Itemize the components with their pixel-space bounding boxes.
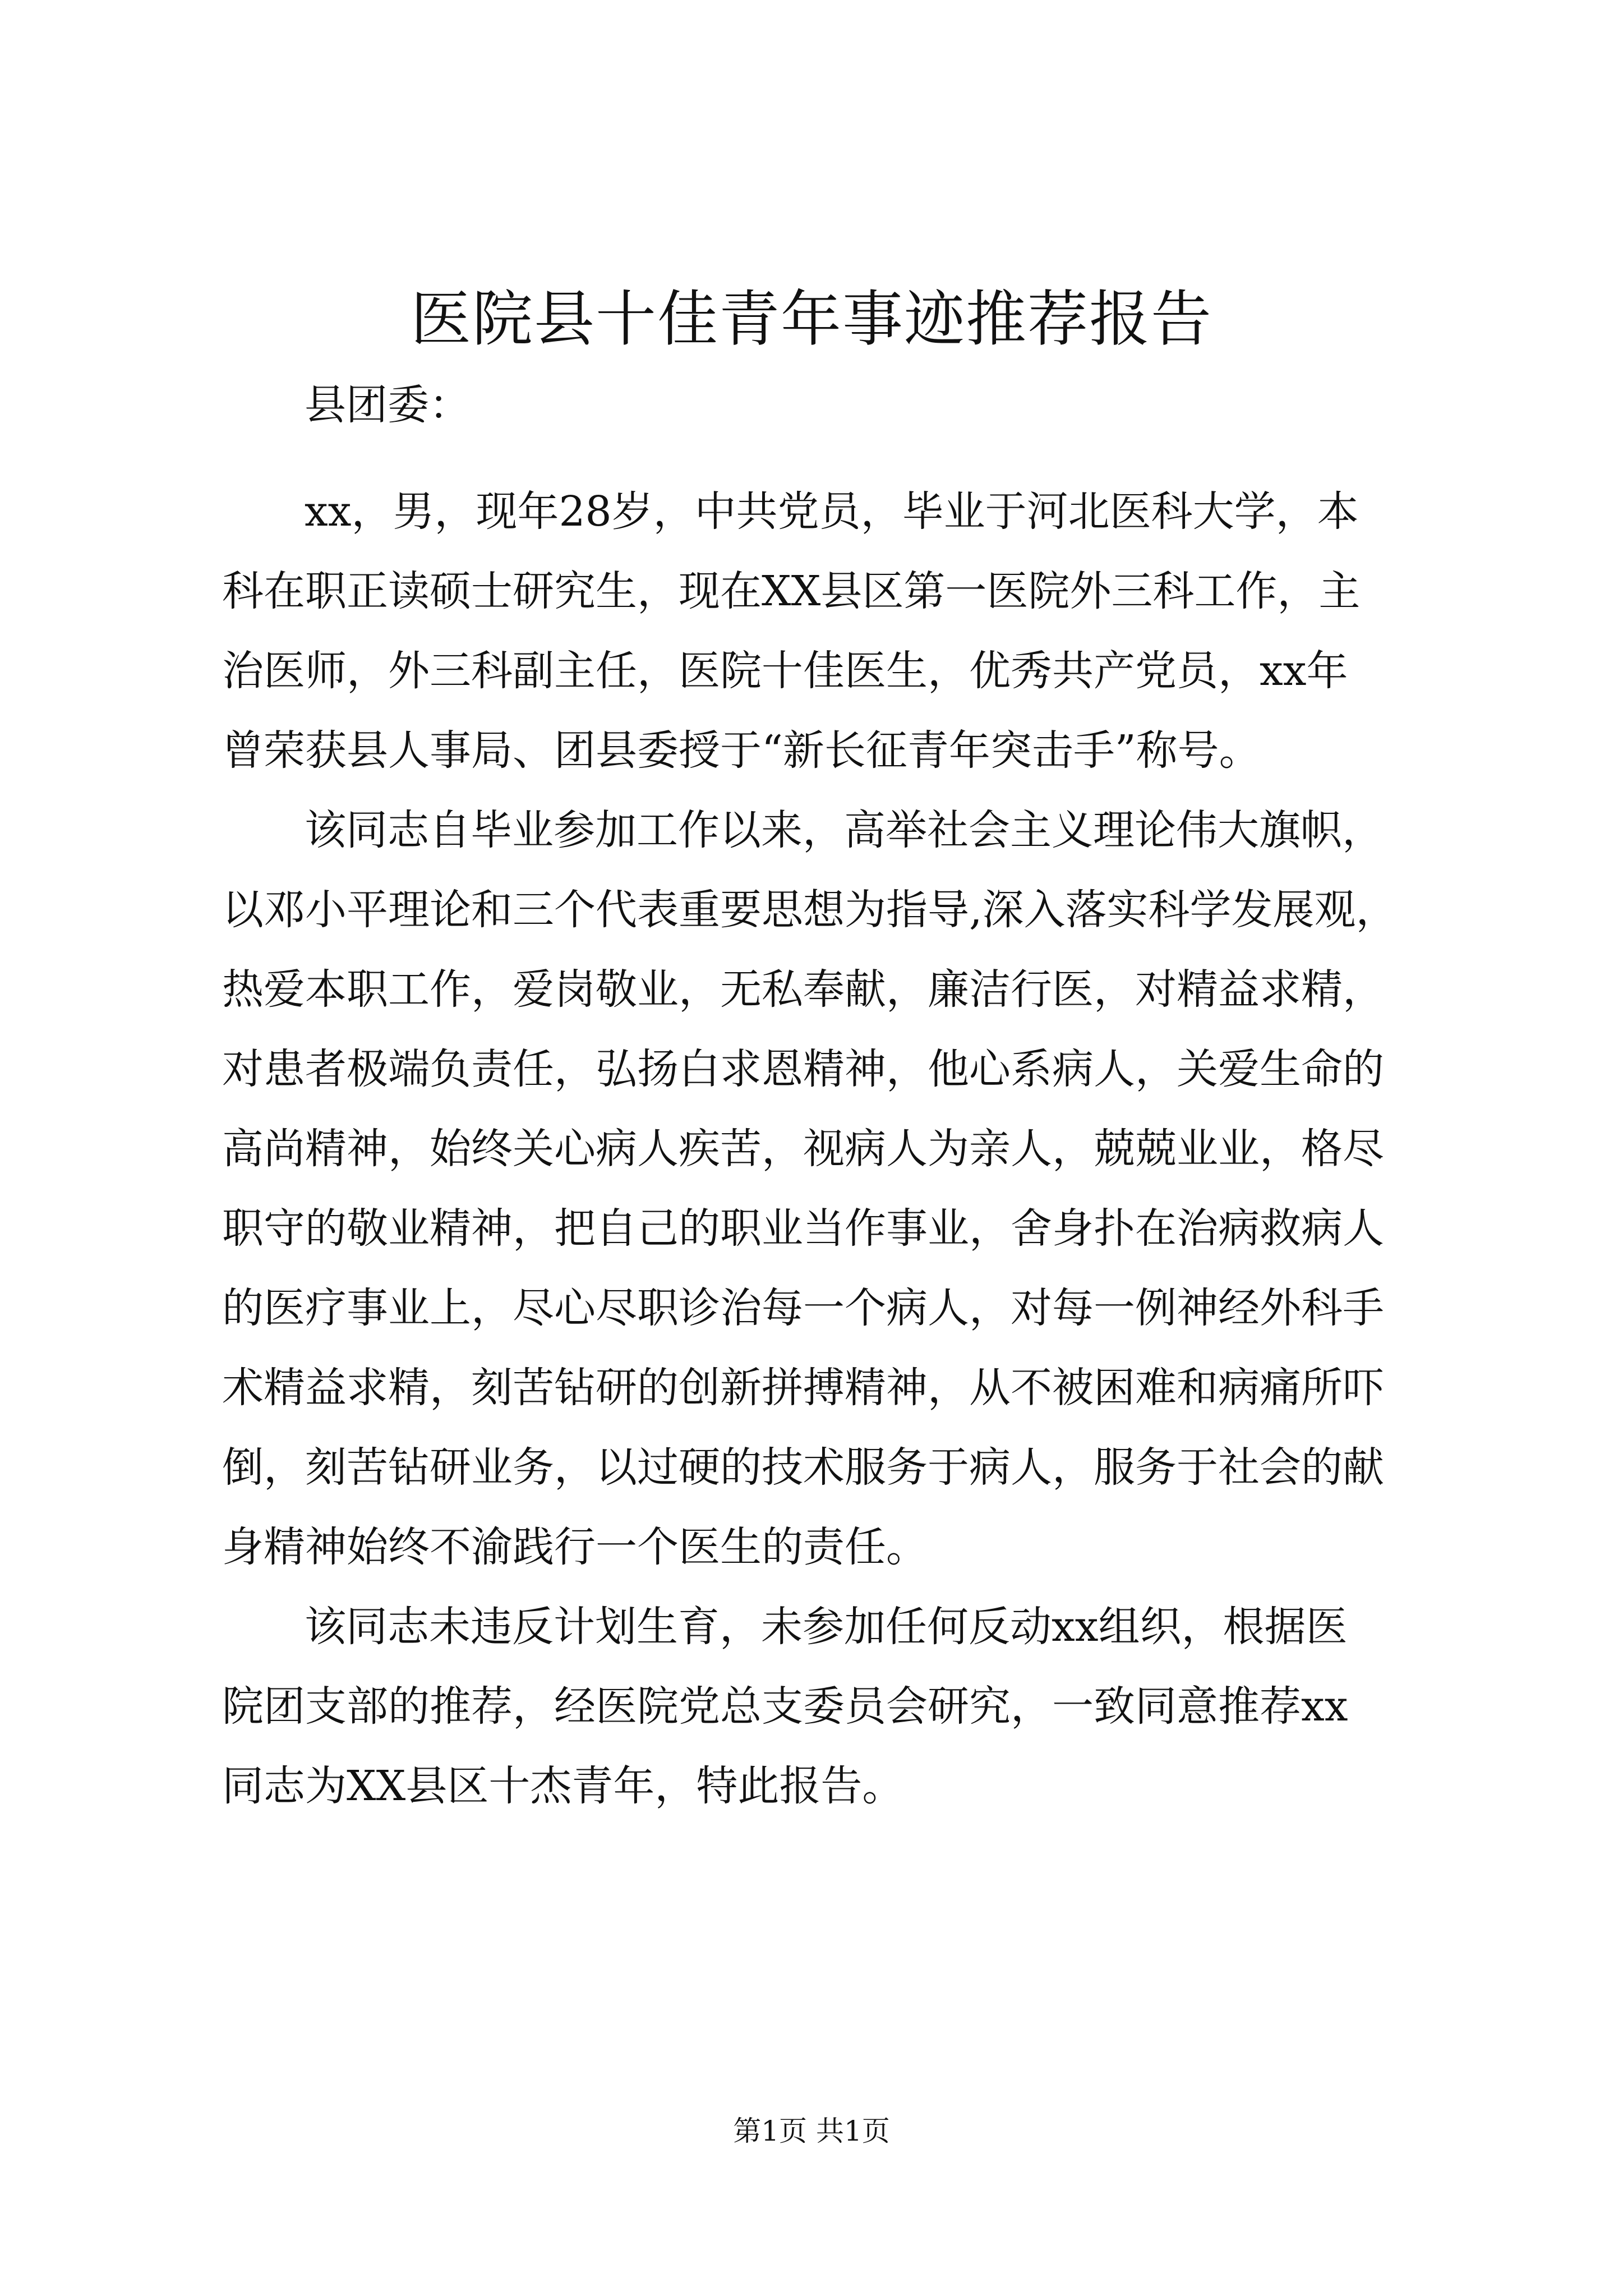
- paragraph-1-line-3: 治医师，外三科副主任，医院十佳医生，优秀共产党员，xx年: [222, 647, 1348, 695]
- paragraph-2-line-7: 的医疗事业上，尽心尽职诊治每一个病人，对每一例神经外科手: [222, 1284, 1384, 1332]
- paragraph-2-line-10: 身精神始终不渝践行一个医生的责任。: [222, 1523, 928, 1571]
- paragraph-2-line-3: 热爱本职工作，爱岗敬业，无私奉献，廉洁行医，对精益求精，: [222, 965, 1384, 1014]
- page-footer: 第1页 共1页: [733, 2115, 890, 2147]
- paragraph-2-line-6: 职守的敬业精神，把自己的职业当作事业，舍身扑在治病救病人: [222, 1204, 1384, 1253]
- paragraph-1-line-2: 科在职正读硕士研究生，现在XX县区第一医院外三科工作，主: [222, 567, 1361, 615]
- paragraph-3-line-1: 该同志未违反计划生育，未参加任何反动xx组织，根据医: [305, 1603, 1348, 1651]
- salutation: 县团委：: [305, 381, 471, 429]
- paragraph-2-line-9: 倒，刻苦钻研业务，以过硬的技术服务于病人，服务于社会的献: [222, 1443, 1384, 1492]
- paragraph-1-line-4: 曾荣获县人事局、团县委授于“新长征青年突击手”称号。: [222, 726, 1261, 775]
- paragraph-2-line-8: 术精益求精，刻苦钻研的创新拼搏精神，从不被困难和病痛所吓: [222, 1364, 1384, 1412]
- paragraph-1-line-1: xx，男，现年28岁，中共党员，毕业于河北医科大学，本: [305, 487, 1359, 536]
- paragraph-2-line-2: 以邓小平理论和三个代表重要思想为指导,深入落实科学发展观，: [222, 886, 1398, 934]
- paragraph-2-line-1: 该同志自毕业参加工作以来，高举社会主义理论伟大旗帜，: [305, 806, 1384, 854]
- paragraph-2-line-5: 高尚精神，始终关心病人疾苦，视病人为亲人，兢兢业业，格尽: [222, 1125, 1384, 1173]
- paragraph-3-line-3: 同志为XX县区十杰青年，特此报告。: [222, 1762, 904, 1810]
- paragraph-3-line-2: 院团支部的推荐，经医院党总支委员会研究，一致同意推荐xx: [222, 1682, 1348, 1731]
- document-title: 医院县十佳青年事迹推荐报告: [410, 284, 1212, 355]
- paragraph-2-line-4: 对患者极端负责任，弘扬白求恩精神，他心系病人，关爱生命的: [222, 1045, 1384, 1093]
